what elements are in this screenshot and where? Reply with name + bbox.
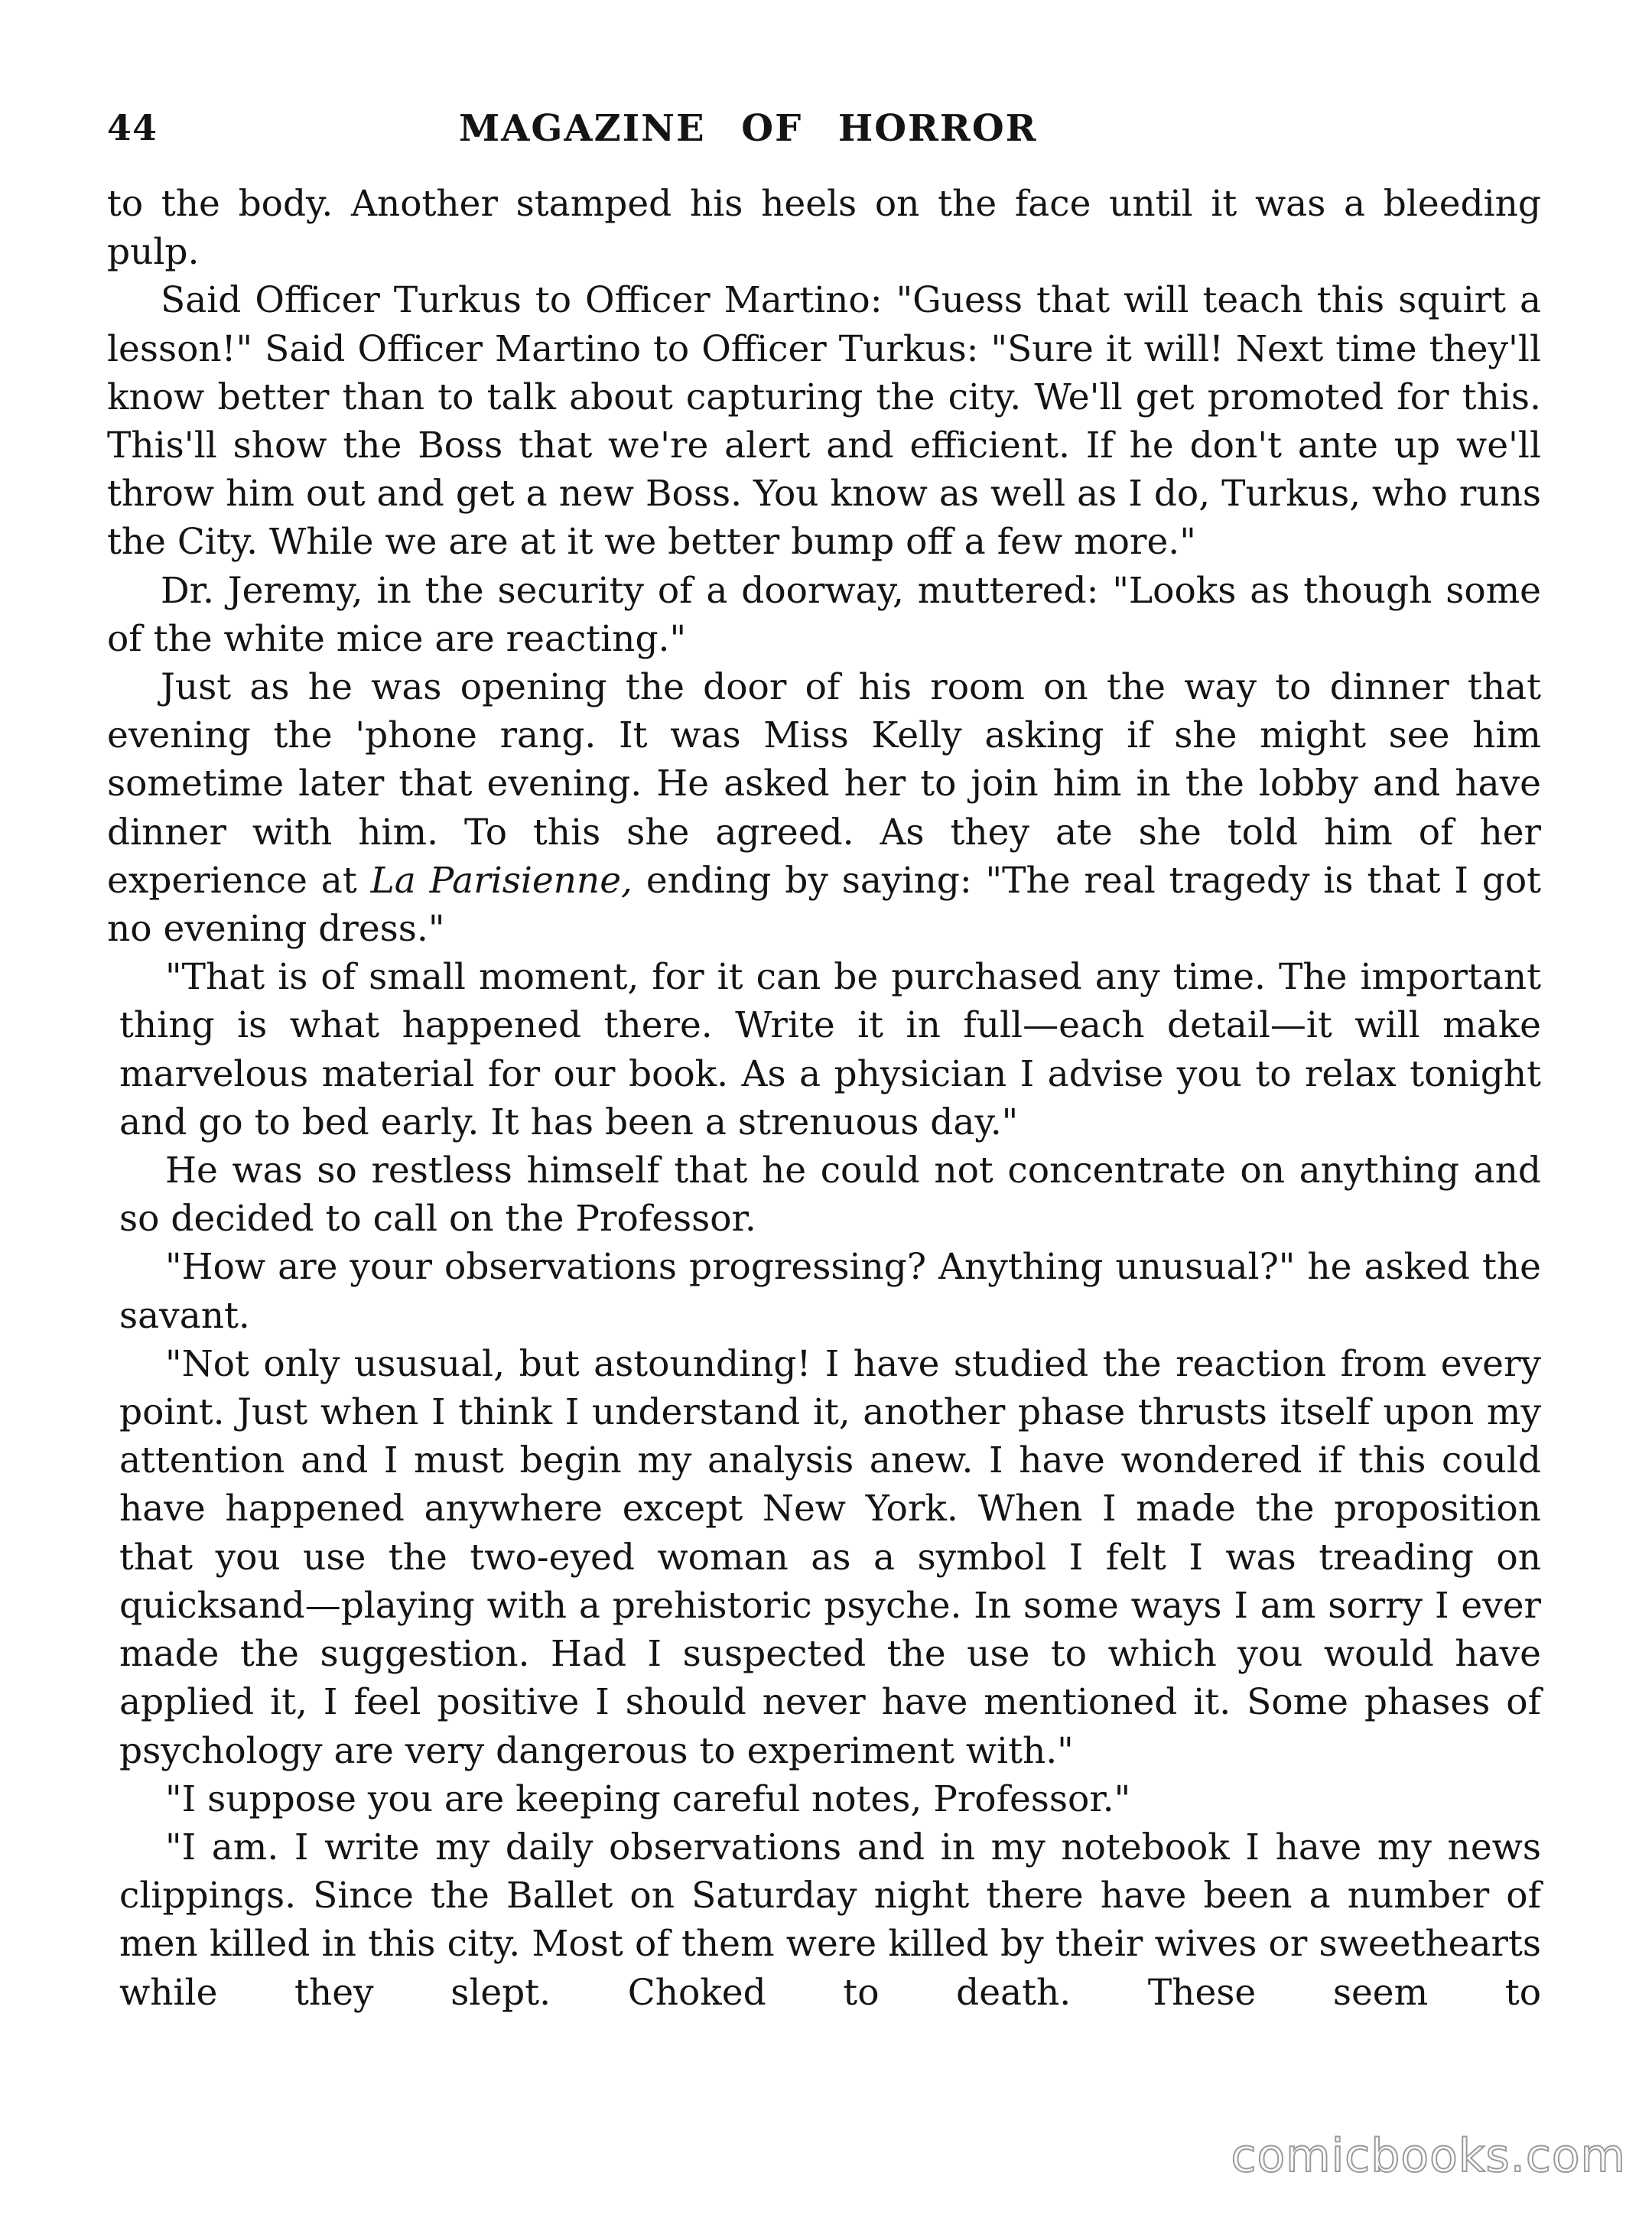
paragraph: "I am. I write my daily observations and in my notebook I have my news clippings. Since the Ballet on Saturday night there have been a number of men killed in this city. Most of them were killed by their wives or sweethearts while they slept. Choked to death. These seem to [119,1826,1541,2014]
page-number: 44 [107,107,158,148]
page-header [107,107,1545,156]
paragraph: Dr. Jeremy, in the security of a doorway, muttered: "Looks as though some of the white mice are reacting." [107,569,1541,660]
paragraph [107,663,1541,953]
paragraph-text: Just as he was opening the door of his room on the way to dinner that evening the 'phone rang. It was Miss Kelly asking if she might see him sometime later that evening. He asked her to join him in the lobby and have dinner with him. To this she agreed. As they ate she told him of her experience at [107,666,1541,902]
paragraph: "How are your observations progressing? Anything unusual?" he asked the savant. [119,1246,1541,1337]
paragraph: He was so restless himself that he could not concentrate on anything and so decided to call on the Professor. [119,1150,1541,1241]
article-body [107,180,1541,2017]
paragraph: Said Officer Turkus to Officer Martino: "Guess that will teach this squirt a lesson!" Said Officer Martino to Officer Turkus: "Sure it will! Next time they'll know better than to talk about capturing the city. We'll get promoted for this. This'll show the Boss that we're alert and efficient. If he don't ante up we'll throw him out and get a new Boss. You know as well as I do, Turkus, who runs the City. While we are at it we better bump off a few more." [107,279,1541,564]
paragraph: "I suppose you are keeping careful notes, Professor." [165,1777,1131,1820]
paragraph: to the body. Another stamped his heels on the face until it was a bleeding pulp. [107,183,1541,274]
watermark: comicbooks.com [1231,2129,1626,2183]
paragraph: "That is of small moment, for it can be purchased any time. The important thing is what happened there. Write it in full—each detail—it will make marvelous material for our book. As a physician I advise you to relax tonight and go to bed early. It has been a strenuous day." [119,956,1541,1143]
running-head-title: MAGAZINE OF HORROR [459,107,1038,150]
italic-title: La Parisienne, [370,859,633,902]
paragraph-text: ending by saying: "The real tragedy is that I got no evening dress." [107,859,1542,951]
paragraph: "Not only ususual, but astounding! I have studied the reaction from every point. Just when I think I understand it, another phase thrusts itself upon my attention and I must begin my analysis anew. I have wondered if this could have happened anywhere except New York. When I made the proposition that you use the two-eyed woman as a symbol I felt I was treading on quicksand—playing with a prehistoric psyche. In some ways I am sorry I ever made the suggestion. Had I suspected the use to which you would have applied it, I feel positive I should never have mentioned it. Some phases of psychology are very dangerous to experiment with." [119,1342,1541,1772]
